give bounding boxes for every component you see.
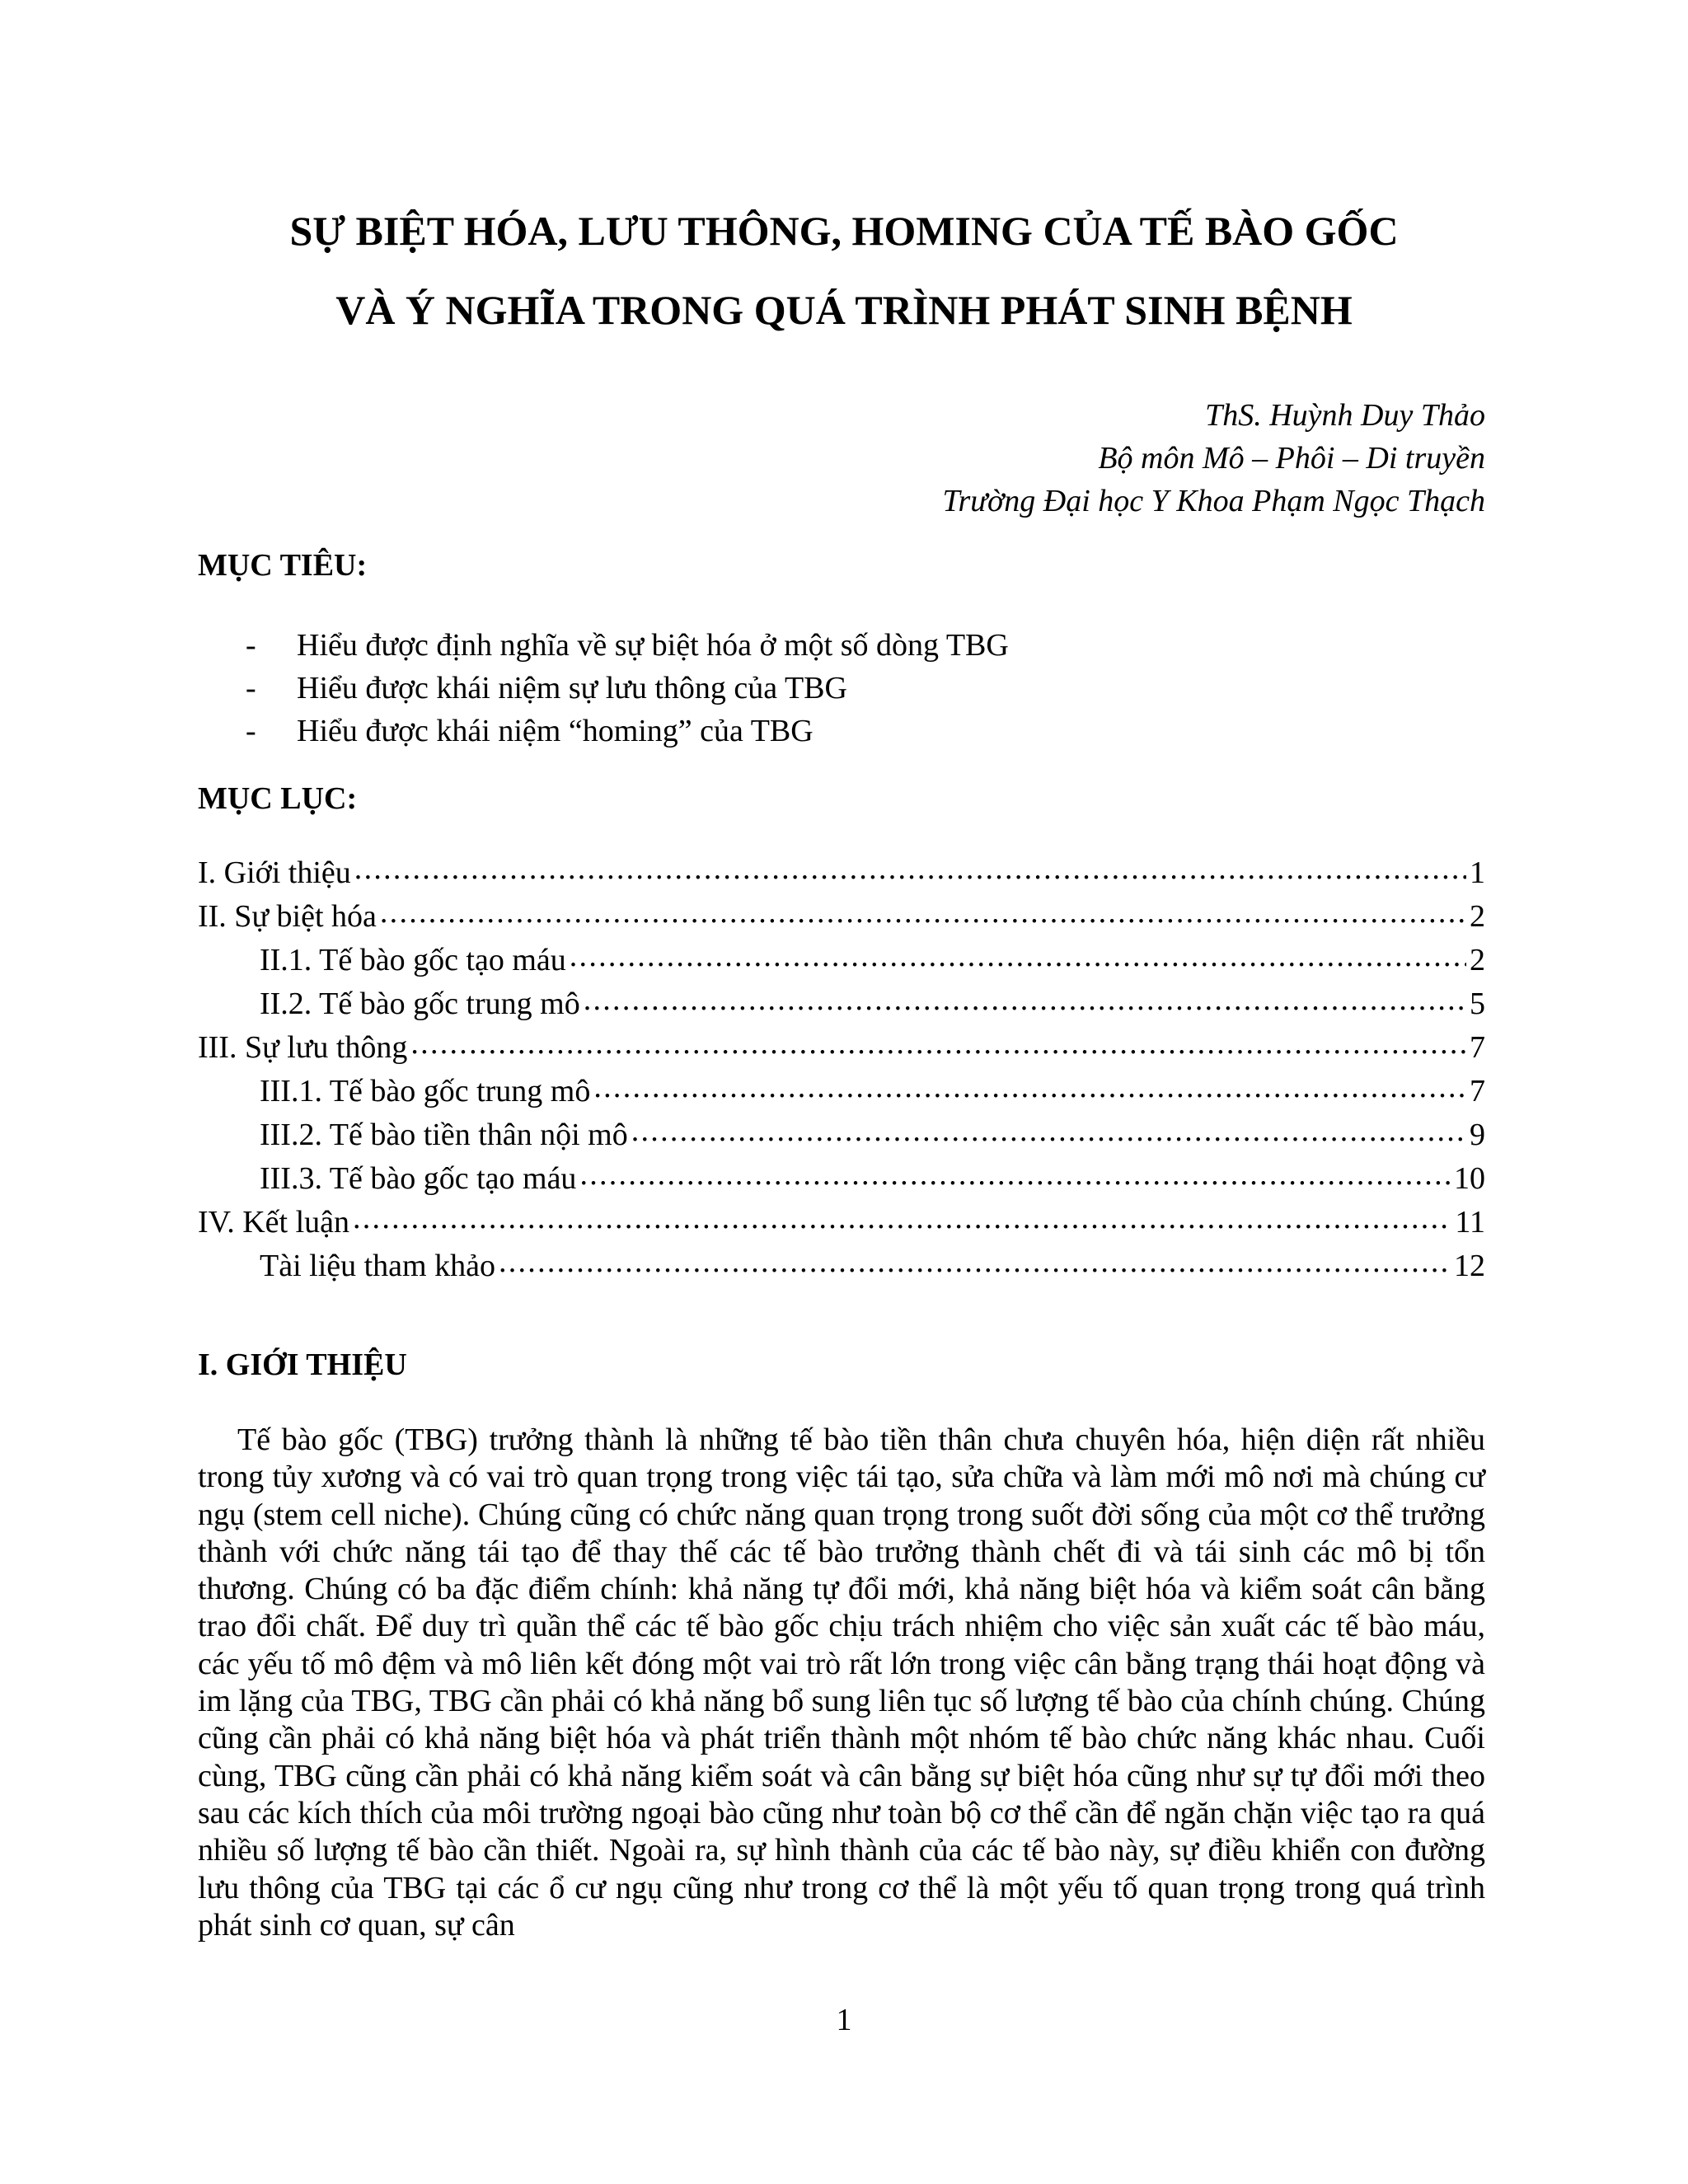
toc-entry-page: 1: [1470, 855, 1485, 890]
toc-entry-page: 11: [1455, 1205, 1485, 1240]
toc-heading: MỤC LỤC:: [198, 781, 358, 816]
toc-entry[interactable]: [198, 1113, 1485, 1157]
toc-entry[interactable]: [198, 1244, 1485, 1288]
toc-entry-label: III.1. Tế bào gốc trung mô: [260, 1074, 591, 1108]
toc-leader-dots: [579, 1157, 1451, 1188]
bullet-dash: -: [246, 628, 256, 663]
page-number: 1: [836, 2003, 852, 2037]
toc-entry-page: 7: [1470, 1030, 1485, 1065]
toc-entry[interactable]: [198, 1157, 1485, 1201]
toc-entry-label: III.2. Tế bào tiền thân nội mô: [260, 1118, 628, 1152]
toc-leader-dots: [593, 1070, 1466, 1101]
toc-entry[interactable]: [198, 895, 1485, 939]
introduction-paragraph: Tế bào gốc (TBG) trưởng thành là những tế bào tiền thân chưa chuyên hóa, hiện diện rất nhiều trong tủy xương và có vai trò quan trọng trong việc tái tạo, sửa chữa và làm mới mô nơi mà chúng cư ngụ (stem cell niche). Chúng cũng có chức năng quan trọng trong suốt đời sống của một cơ thể trưởng thành với chức năng tái tạo để thay thế các tế bào trưởng thành chết đi và tái sinh các mô bị tổn thương. Chúng có ba đặc điểm chính: khả năng tự đổi mới, khả năng biệt hóa và kiểm soát cân bằng trao đổi chất. Để duy trì quần thể các tế bào gốc chịu trách nhiệm cho việc sản xuất các tế bào máu, các yếu tố mô đệm và mô liên kết đóng một vai trò rất lớn trong việc cân bằng trạng thái hoạt động và im lặng của TBG, TBG cần phải có khả năng bổ sung liên tục số lượng tế bào của chính chúng. Chúng cũng cần phải có khả năng biệt hóa và phát triển thành một nhóm tế bào chức năng khác nhau. Cuối cùng, TBG cũng cần phải có khả năng kiểm soát và cân bằng sự biệt hóa cũng như sự tự đổi mới theo sau các kích thích của môi trường ngoại bào cũng như toàn bộ cơ thể cần để ngăn chặn việc tạo ra quá nhiều số lượng tế bào cần thiết. Ngoài ra, sự hình thành của các tế bào này, sự điều khiển con đường lưu thông của TBG tại các ổ cư ngụ cũng như trong cơ thể là một yếu tố quan trọng trong quá trình phát sinh cơ quan, sự cân: [198, 1422, 1485, 1943]
toc-entry-label: Tài liệu tham khảo: [260, 1249, 495, 1283]
bullet-dash: -: [246, 714, 256, 748]
toc-entry[interactable]: [198, 1201, 1485, 1244]
toc-entry-label: III. Sự lưu thông: [198, 1030, 408, 1065]
toc-entry-page: 2: [1470, 943, 1485, 977]
list-item: [239, 667, 1009, 710]
objective-text: Hiểu được định nghĩa về sự biệt hóa ở một số dòng TBG: [297, 628, 1009, 663]
objective-text: Hiểu được khái niệm sự lưu thông của TBG: [297, 671, 847, 705]
toc-leader-dots: [410, 1026, 1466, 1057]
list-item: [239, 710, 1009, 752]
author-name: ThS. Huỳnh Duy Thảo: [1205, 398, 1485, 433]
toc-entry[interactable]: [198, 939, 1485, 982]
toc-leader-dots: [380, 895, 1466, 926]
toc-entry-page: 10: [1454, 1161, 1485, 1196]
toc-leader-dots: [353, 1201, 1451, 1232]
toc-leader-dots: [499, 1244, 1451, 1276]
toc-entry-label: III.3. Tế bào gốc tạo máu: [260, 1161, 577, 1196]
table-of-contents: [198, 851, 1485, 1288]
author-department: Bộ môn Mô – Phôi – Di truyền: [1098, 441, 1485, 476]
toc-entry-label: II.2. Tế bào gốc trung mô: [260, 987, 580, 1021]
list-item: [239, 624, 1009, 667]
title-line-2: VÀ Ý NGHĨA TRONG QUÁ TRÌNH PHÁT SINH BỆNH: [335, 287, 1353, 333]
toc-entry-label: I. Giới thiệu: [198, 855, 351, 890]
toc-entry[interactable]: [198, 851, 1485, 895]
author-block: [942, 394, 1485, 523]
objectives-list: [239, 624, 1009, 752]
objective-text: Hiểu được khái niệm “homing” của TBG: [297, 714, 814, 748]
toc-leader-dots: [354, 851, 1466, 883]
author-institution: Trường Đại học Y Khoa Phạm Ngọc Thạch: [942, 484, 1485, 518]
toc-entry-page: 12: [1454, 1249, 1485, 1283]
toc-leader-dots: [570, 939, 1466, 970]
toc-entry-page: 7: [1470, 1074, 1485, 1108]
title-line-1: SỰ BIỆT HÓA, LƯU THÔNG, HOMING CỦA TẾ BÀO GỐC: [289, 208, 1399, 254]
objectives-heading: MỤC TIÊU:: [198, 548, 368, 583]
bullet-dash: -: [246, 671, 256, 705]
toc-entry-label: II. Sự biệt hóa: [198, 899, 377, 934]
toc-entry-page: 2: [1470, 899, 1485, 934]
toc-entry[interactable]: [198, 1070, 1485, 1113]
toc-entry[interactable]: [198, 982, 1485, 1026]
toc-entry-label: II.1. Tế bào gốc tạo máu: [260, 943, 566, 977]
toc-leader-dots: [631, 1113, 1466, 1145]
document-title: [198, 191, 1490, 349]
toc-leader-dots: [584, 982, 1466, 1014]
toc-entry-page: 9: [1470, 1118, 1485, 1152]
section-heading-introduction: I. GIỚI THIỆU: [198, 1347, 407, 1382]
toc-entry-page: 5: [1470, 987, 1485, 1021]
toc-entry-label: IV. Kết luận: [198, 1205, 349, 1240]
toc-entry[interactable]: [198, 1026, 1485, 1070]
